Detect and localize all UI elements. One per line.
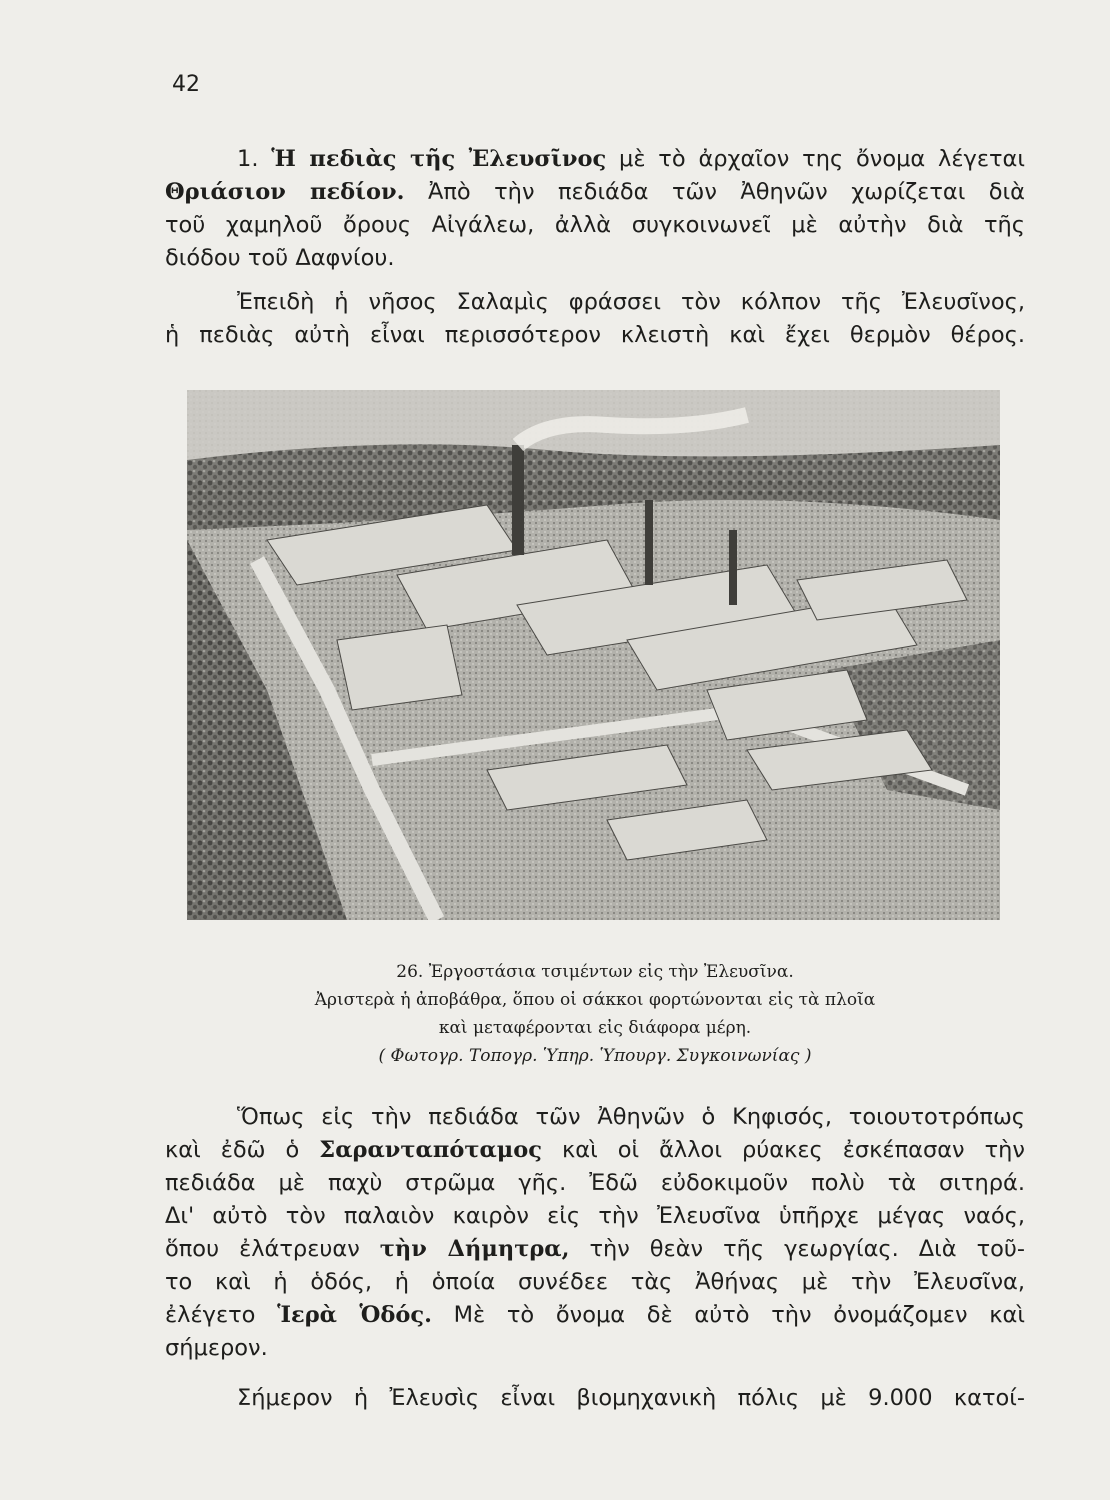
paragraph-line: το καὶ ἡ ὁδός, ἡ ὁποία συνέδεε τὰς Ἀθήνας μὲ τὴν Ἐλευσῖνα, <box>165 1269 1025 1295</box>
cement-factories-photo <box>187 390 1000 920</box>
bold-term: Σαρανταπόταμος <box>319 1137 542 1163</box>
item-number: 1. <box>237 146 259 172</box>
paragraph-line: Δι' αὐτὸ τὸν παλαιὸν καιρὸν εἰς τὴν Ἐλευσῖνα ὑπῆρχε μέγας ναός, <box>165 1203 1025 1229</box>
factory-aerial-illustration <box>187 390 1000 920</box>
paragraph-line: ὅπου ἐλάτρευαν τὴν Δήμητρα, τὴν θεὰν τῆς γεωργίας. Διὰ τοῦ- <box>165 1236 1026 1262</box>
paragraph-line: 1. Ἡ πεδιὰς τῆς Ἐλευσῖνος μὲ τὸ ἀρχαῖον της ὄνομα λέγεται <box>237 146 1025 172</box>
bold-term: Θριάσιον πεδίον. <box>165 179 405 205</box>
paragraph-line: πεδιάδα μὲ παχὺ στρῶμα γῆς. Ἐδῶ εὐδοκιμοῦν πολὺ τὰ σιτηρά. <box>165 1170 1025 1196</box>
paragraph-thriasian-plain <box>165 143 1025 275</box>
paragraph-line: διόδου τοῦ Δαφνίου. <box>165 245 395 271</box>
paragraph-line: σήμερον. <box>165 1335 268 1361</box>
page-number: 42 <box>172 72 200 97</box>
paragraph-industrial-city <box>165 1382 1025 1415</box>
paragraph-line: Σήμερον ἡ Ἐλευσὶς εἶναι βιομηχανικὴ πόλις μὲ 9.000 κατοί- <box>237 1385 1025 1411</box>
paragraph-line: Ὅπως εἰς τὴν πεδιάδα τῶν Ἀθηνῶν ὁ Κηφισός, τοιουτοτρόπως <box>237 1104 1025 1130</box>
caption-line: 26. Ἐργοστάσια τσιμέντων εἰς τὴν Ἐλευσῖνα. <box>396 962 794 982</box>
photo-caption <box>165 958 1025 1070</box>
caption-line: Ἀριστερὰ ἡ ἀποβάθρα, ὅπου οἱ σάκκοι φορτώνονται εἰς τὰ πλοῖα <box>314 990 876 1010</box>
bold-term: Ἱερὰ Ὁδός. <box>277 1302 432 1328</box>
paragraph-line: ἐλέγετο Ἱερὰ Ὁδός. Μὲ τὸ ὄνομα δὲ αὐτὸ τὴν ὀνομάζομεν καὶ <box>165 1302 1025 1328</box>
bold-term: Ἡ πεδιὰς τῆς Ἐλευσῖνος <box>271 146 607 172</box>
paragraph-line: Θριάσιον πεδίον. Ἀπὸ τὴν πεδιάδα τῶν Ἀθηνῶν χωρίζεται διὰ <box>165 179 1026 205</box>
caption-line: καὶ μεταφέρονται εἰς διάφορα μέρη. <box>438 1018 752 1038</box>
photo-credit: ( Φωτογρ. Τοπογρ. Ὑπηρ. Ὑπουργ. Συγκοινωνίας ) <box>378 1046 812 1066</box>
paragraph-salamis <box>165 286 1025 352</box>
paragraph-line: Ἐπειδὴ ἡ νῆσος Σαλαμὶς φράσσει τὸν κόλπον τῆς Ἐλευσῖνος, <box>237 289 1025 315</box>
paragraph-line: ἡ πεδιὰς αὐτὴ εἶναι περισσότερον κλειστὴ καὶ ἔχει θερμὸν θέρος. <box>165 322 1025 348</box>
paragraph-line: καὶ ἐδῶ ὁ Σαρανταπόταμος καὶ οἱ ἄλλοι ρύακες ἐσκέπασαν τὴν <box>165 1137 1025 1163</box>
paragraph-sacred-way <box>165 1101 1025 1365</box>
paragraph-line: τοῦ χαμηλοῦ ὄρους Αἰγάλεω, ἀλλὰ συγκοινωνεῖ μὲ αὐτὴν διὰ τῆς <box>165 212 1025 238</box>
bold-term: τὴν Δήμητρα, <box>379 1236 570 1262</box>
